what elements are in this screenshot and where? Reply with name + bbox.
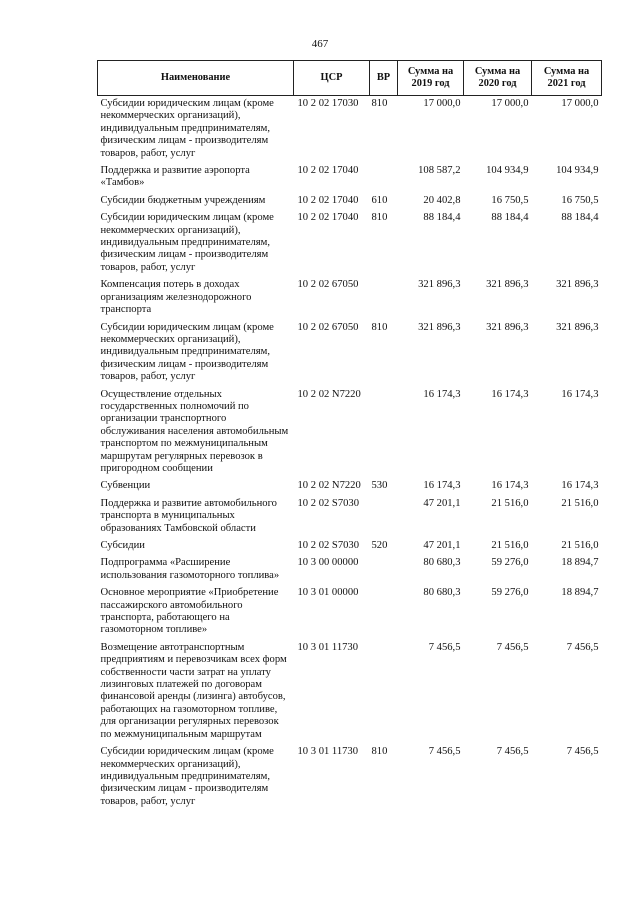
cell-sum-2020: 88 184,4 [491,212,529,224]
cell-sum-2019: 321 896,3 [418,279,461,291]
cell-sum-2021: 88 184,4 [561,212,599,224]
cell-sum-2021: 7 456,5 [566,641,599,653]
cell-sum-2020: 21 516,0 [491,497,529,509]
cell-csr: 10 2 02 S7030 [297,497,360,509]
cell-sum-2021: 17 000,0 [561,98,599,109]
cell-sum-2020: 104 934,9 [486,165,529,177]
cell-sum-2021: 16 174,3 [561,480,599,492]
cell-sum-2019: 321 896,3 [418,321,461,333]
cell-name: Субсидии юридическим лицам (кроме некоммерческих организаций), индивидуальным предпринимателям, физическим лицам - производителям товаров, работ, услуг [100,321,274,383]
table-row [98,744,602,811]
table-row [98,210,602,277]
cell-sum-2019: 47 201,1 [423,497,461,509]
cell-name: Субсидии юридическим лицам (кроме некоммерческих организаций), индивидуальным предпринимателям, физическим лицам - производителям товаров, работ, услуг [100,98,274,159]
cell-vr [370,387,398,479]
table-row [98,496,602,538]
cell-vr [370,555,398,585]
cell-vr [370,640,398,744]
cell-sum-2021: 16 750,5 [561,194,599,206]
header-name: Наименование [98,61,294,96]
cell-name: Субвенции [100,480,151,492]
cell-sum-2021: 7 456,5 [566,746,599,758]
cell-name: Поддержка и развитие аэропорта «Тамбов» [100,165,250,189]
cell-sum-2020: 321 896,3 [486,321,529,333]
table-row [98,96,602,164]
cell-sum-2019: 16 174,3 [423,388,461,400]
cell-sum-2019: 17 000,0 [423,98,461,109]
cell-name: Возмещение автотранспортным предприятиям и перевозчикам всех форм собственности части затрат на уплату лизинговых платежей по договорам финансовой аренды (лизинга) автобусов, работающих на газомоторном топливе, для организации регулярных перевозок по межмуниципальным маршрутам [100,641,287,740]
cell-sum-2021: 21 516,0 [561,497,599,509]
cell-csr: 10 2 02 17030 [297,98,359,109]
table-row [98,555,602,585]
cell-vr: 610 [371,194,388,206]
table-row [98,163,602,193]
cell-sum-2019: 80 680,3 [423,557,461,569]
cell-csr: 10 2 02 N7220 [297,480,361,492]
cell-sum-2020: 17 000,0 [491,98,529,109]
cell-csr: 10 3 01 11730 [297,641,359,653]
cell-vr [370,277,398,319]
header-sum-2021: Сумма на 2021 год [532,61,602,96]
table-row [98,478,602,495]
table-body [98,96,602,812]
header-sum-2020: Сумма на 2020 год [464,61,532,96]
cell-vr: 530 [371,480,388,492]
table-row [98,585,602,640]
cell-vr: 810 [371,321,388,333]
cell-name: Подпрограмма «Расширение использования газомоторного топлива» [100,557,280,581]
cell-sum-2020: 16 174,3 [491,388,529,400]
cell-sum-2019: 7 456,5 [428,746,461,758]
cell-csr: 10 3 00 00000 [297,557,359,569]
cell-sum-2020: 16 174,3 [491,480,529,492]
cell-sum-2021: 16 174,3 [561,388,599,400]
table-row [98,538,602,555]
cell-name: Компенсация потерь в доходах организациям железнодорожного транспорта [100,279,252,316]
cell-sum-2019: 7 456,5 [428,641,461,653]
cell-csr: 10 3 01 11730 [297,746,359,758]
cell-csr: 10 2 02 S7030 [297,540,360,551]
cell-vr: 520 [371,540,388,551]
cell-name: Субсидии бюджетным учреждениям [100,194,266,206]
cell-name: Осуществление отдельных государственных полномочий по организации транспортного обслуживания населения автомобильным транспортом по межмуниципальным маршрутам регулярных перевозок в пригородном сообщении [100,388,289,474]
cell-sum-2019: 20 402,8 [423,194,461,206]
cell-csr: 10 2 02 67050 [297,279,359,291]
cell-csr: 10 2 02 67050 [297,321,359,333]
cell-sum-2020: 321 896,3 [486,279,529,291]
cell-vr: 810 [371,212,388,224]
cell-name: Поддержка и развитие автомобильного транспорта в муниципальных образованиях Тамбовской области [100,497,277,534]
cell-csr: 10 2 02 17040 [297,194,359,206]
cell-sum-2020: 7 456,5 [496,746,529,758]
cell-sum-2021: 21 516,0 [561,540,599,551]
cell-vr [370,585,398,640]
table-row [98,320,602,387]
cell-vr: 810 [371,746,388,758]
cell-sum-2020: 7 456,5 [496,641,529,653]
cell-name: Субсидии юридическим лицам (кроме некоммерческих организаций), индивидуальным предпринимателям, физическим лицам - производителям товаров, работ, услуг [100,212,274,273]
table-row [98,640,602,744]
cell-csr: 10 2 02 17040 [297,212,359,224]
cell-sum-2021: 18 894,7 [561,557,599,569]
cell-sum-2020: 59 276,0 [491,557,529,569]
cell-sum-2019: 16 174,3 [423,480,461,492]
cell-sum-2020: 16 750,5 [491,194,529,206]
cell-sum-2019: 88 184,4 [423,212,461,224]
header-csr: ЦСР [294,61,370,96]
cell-sum-2020: 59 276,0 [491,587,529,599]
cell-name: Основное мероприятие «Приобретение пассажирского автомобильного транспорта, работающего на газомоторном топливе» [100,587,279,636]
cell-csr: 10 2 02 17040 [297,165,359,177]
table-row [98,193,602,210]
cell-sum-2019: 80 680,3 [423,587,461,599]
cell-vr [370,496,398,538]
cell-sum-2020: 21 516,0 [491,540,529,551]
cell-sum-2021: 321 896,3 [556,279,599,291]
cell-name: Субсидии [100,540,145,551]
budget-table [97,60,602,811]
table-row [98,387,602,479]
table-header [98,61,602,96]
cell-sum-2021: 104 934,9 [556,165,599,177]
cell-vr: 810 [371,98,388,109]
cell-sum-2021: 321 896,3 [556,321,599,333]
page-number: 467 [311,38,329,50]
cell-name: Субсидии юридическим лицам (кроме некоммерческих организаций), индивидуальным предпринимателям, физическим лицам - производителям товаров, работ, услуг [100,746,274,807]
cell-csr: 10 3 01 00000 [297,587,359,599]
header-vr: ВР [370,61,398,96]
cell-vr [370,163,398,193]
cell-sum-2021: 18 894,7 [561,587,599,599]
cell-sum-2019: 47 201,1 [423,540,461,551]
table-row [98,277,602,319]
cell-csr: 10 2 02 N7220 [297,388,361,400]
header-sum-2019: Сумма на 2019 год [398,61,464,96]
cell-sum-2019: 108 587,2 [418,165,461,177]
